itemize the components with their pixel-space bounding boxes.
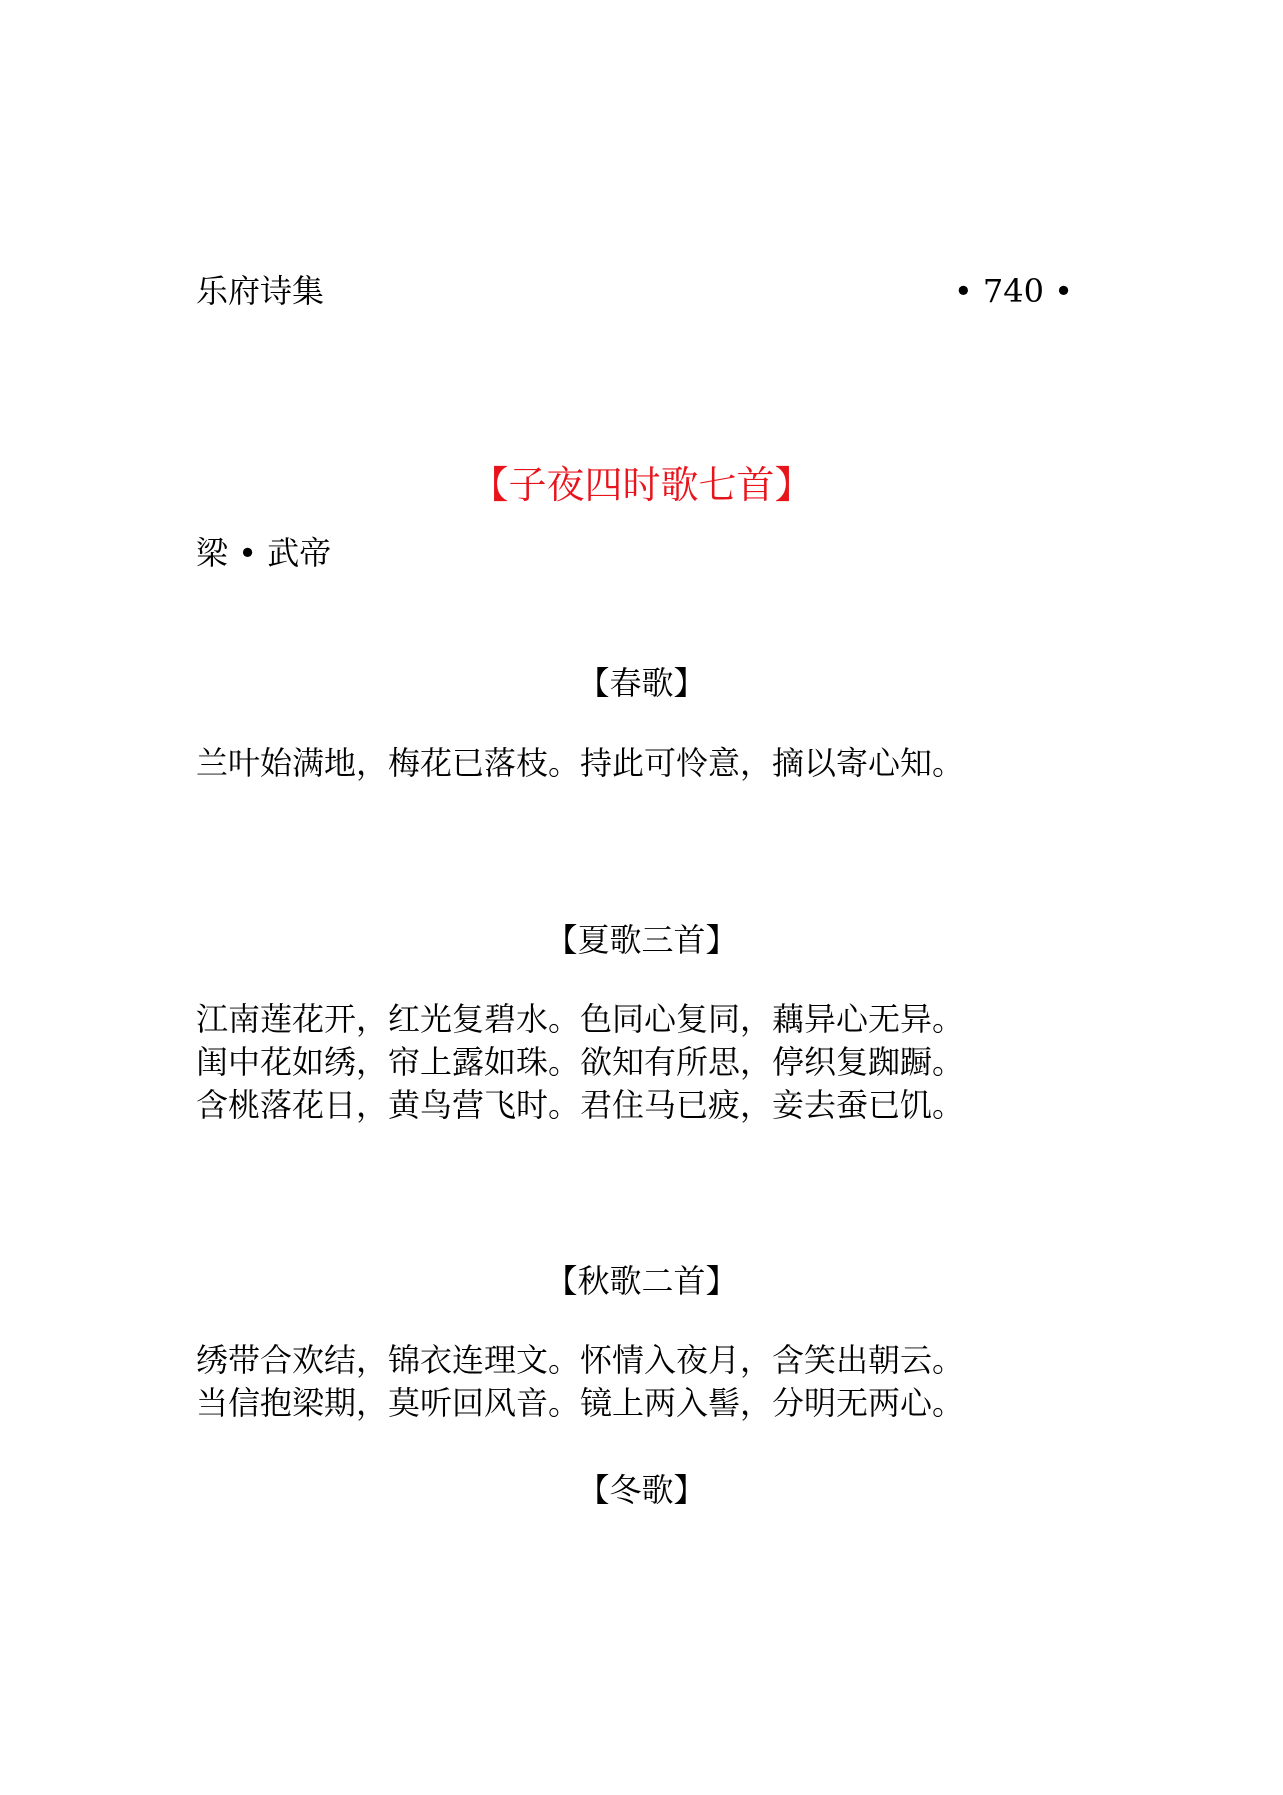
section-heading-spring: 【春歌】 [577, 664, 706, 702]
poem-title: 【子夜四时歌七首】 [470, 463, 813, 507]
verse-line: 含桃落花日，黄鸟营飞时。君住马已疲，妾去蚕已饥。 [196, 1086, 965, 1124]
page-number: • 740 • [953, 272, 1073, 310]
verse-line: 当信抱梁期，莫听回风音。镜上两入髻，分明无两心。 [196, 1384, 965, 1422]
verse-line: 江南莲花开，红光复碧水。色同心复同，藕异心无异。 [196, 1000, 965, 1038]
book-title: 乐府诗集 [196, 272, 325, 310]
section-heading-autumn: 【秋歌二首】 [545, 1262, 738, 1300]
verse-line: 兰叶始满地，梅花已落枝。持此可怜意，摘以寄心知。 [196, 744, 965, 782]
verses-summer [196, 998, 964, 1127]
verse-line: 绣带合欢结，锦衣连理文。怀情入夜月，含笑出朝云。 [196, 1341, 965, 1379]
section-heading-summer: 【夏歌三首】 [545, 921, 738, 959]
section-heading-winter: 【冬歌】 [577, 1471, 706, 1509]
poem-author: 梁 • 武帝 [196, 534, 332, 572]
verses-autumn [196, 1339, 964, 1425]
verse-line: 闺中花如绣，帘上露如珠。欲知有所思，停织复踟蹰。 [196, 1043, 965, 1081]
running-header [196, 268, 1073, 314]
verses-spring [196, 742, 964, 785]
